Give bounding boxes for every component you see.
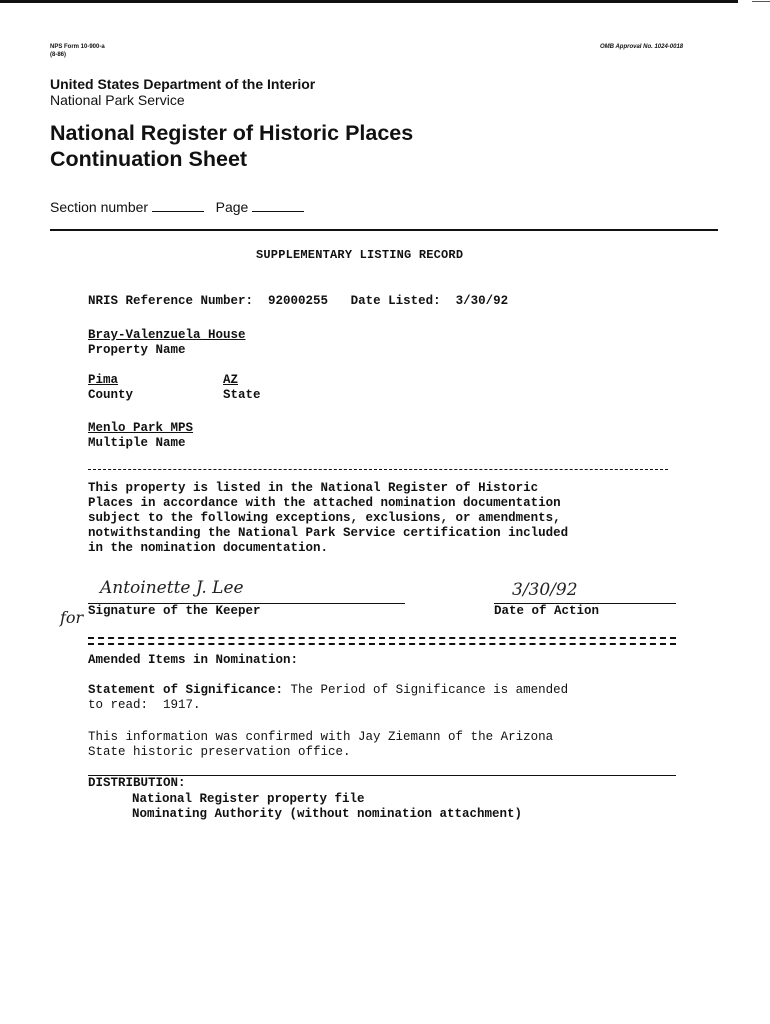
omb-approval: OMB Approval No. 1024-0018 (600, 44, 684, 50)
property-name-label: Property Name (88, 343, 186, 357)
signature-for-mark: for (60, 608, 84, 627)
nris-row (88, 294, 508, 309)
section-page-row (50, 199, 304, 215)
county-label: County (88, 388, 134, 402)
section-number-label: Section number (50, 199, 149, 215)
nris-value: 92000255 (268, 294, 329, 308)
significance-text: The Period of Significance is amended (283, 683, 569, 697)
amended-divider (88, 637, 676, 645)
form-number: NPS Form 10-900-a (8-86) (50, 44, 105, 58)
keeper-signature: Antoinette J. Lee (100, 578, 244, 598)
agency-name: National Park Service (50, 92, 185, 108)
nris-label: NRIS Reference Number: (88, 294, 254, 308)
header-divider (50, 229, 718, 231)
confirmation-note: This information was confirmed with Jay Ziemann of the Arizona State historic preservation office. (88, 730, 554, 759)
property-name-value: Bray-Valenzuela House (88, 328, 246, 342)
significance-label: Statement of Significance: (88, 683, 284, 697)
action-date-label: Date of Action (494, 604, 600, 618)
top-border-rule-tail (752, 1, 770, 2)
page-label: Page (215, 199, 249, 215)
date-listed-label: Date Listed: (350, 294, 441, 308)
state-label: State (223, 388, 261, 402)
county-value: Pima (88, 373, 119, 387)
action-date-handwritten: 3/30/92 (512, 580, 578, 600)
amended-heading: Amended Items in Nomination: (88, 653, 299, 667)
date-listed-value: 3/30/92 (455, 294, 509, 308)
signature-label: Signature of the Keeper (88, 604, 261, 618)
top-border-rule (0, 0, 738, 3)
listing-statement: This property is listed in the National Register of Historic Places in accordance with the attached nomination documentation subject to the following exceptions, exclusions, or amendments, notwithstanding the National Park Service certification included in the nomination documentation. (88, 481, 569, 555)
state-value: AZ (223, 373, 239, 387)
distribution-item: National Register property file (132, 792, 365, 806)
page-blank (252, 211, 304, 212)
section-number-blank (152, 211, 204, 212)
record-heading: SUPPLEMENTARY LISTING RECORD (256, 248, 464, 262)
distribution-item: Nominating Authority (without nomination attachment) (132, 807, 523, 821)
department-name: United States Department of the Interior (50, 76, 316, 92)
significance-statement: Statement of Significance: The Period of Significance is amended to read: 1917. (88, 683, 569, 712)
multiple-name-label: Multiple Name (88, 436, 186, 450)
multiple-name-value: Menlo Park MPS (88, 421, 194, 435)
document-title: National Register of Historic Places Continuation Sheet (50, 121, 414, 171)
statement-divider (88, 469, 668, 470)
distribution-heading: DISTRIBUTION: (88, 776, 186, 790)
